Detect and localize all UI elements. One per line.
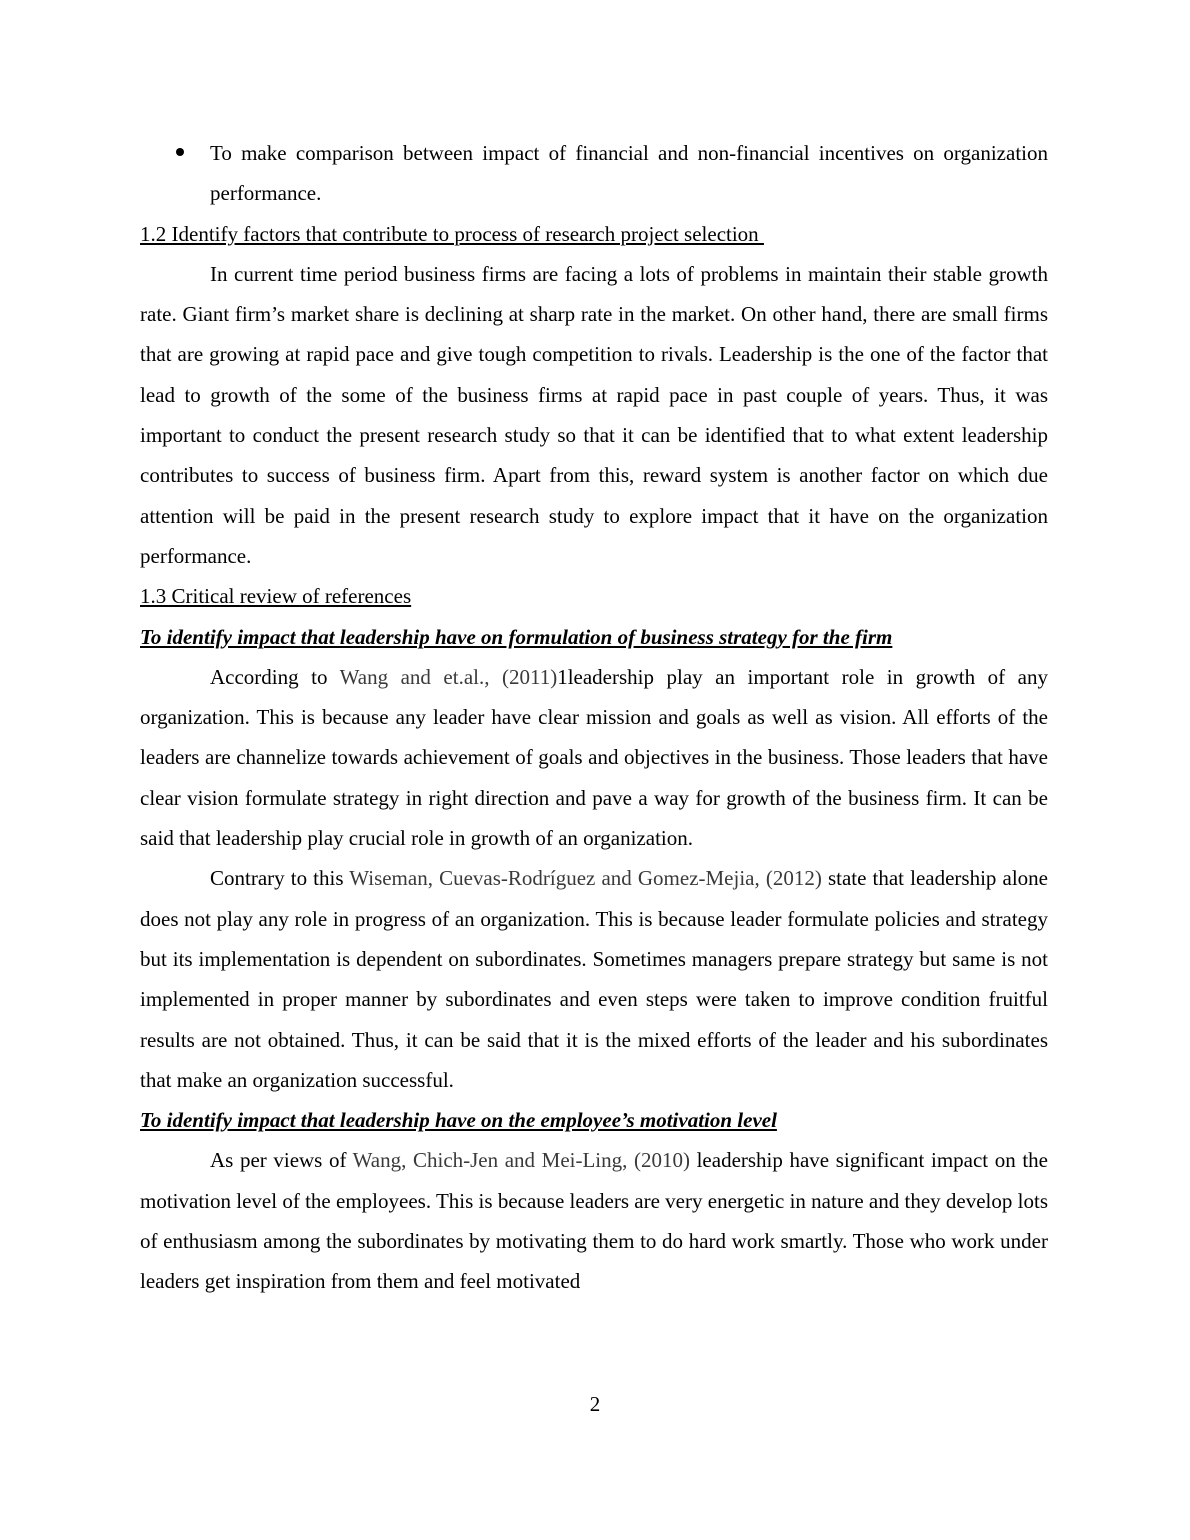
paragraph-lead: As per views of	[210, 1148, 353, 1173]
paragraph-wang-2010	[140, 1140, 1048, 1301]
bullet-dot-icon	[176, 148, 184, 156]
paragraph-wiseman-2012	[140, 858, 1048, 1100]
bullet-item	[140, 133, 1048, 214]
paragraph-lead: Contrary to this	[210, 866, 350, 891]
paragraph-body: leadership have significant impact on the motivation level of the employees. This is because leaders are very energetic in nature and they develop lots of enthusiasm among the subordinates by motivating them to do hard work smartly. Those who work under leaders get inspiration from them and feel motivated	[140, 1148, 1048, 1294]
paragraph-research-selection: In current time period business firms are facing a lots of problems in maintain their stable growth rate. Giant firm’s market share is declining at sharp rate in the market. On other hand, there are small firms that are growing at rapid pace and give tough competition to rivals. Leadership is the one of the factor that lead to growth of the some of the business firms at rapid pace in past couple of years. Thus, it was important to conduct the present research study so that it can be identified that to what extent leadership contributes to success of business firm. Apart from this, reward system is another factor on which due attention will be paid in the present research study to explore impact that it have on the organization performance.	[140, 261, 1048, 568]
section-heading-1-2: 1.2 Identify factors that contribute to process of research project selection	[140, 221, 764, 246]
paragraph-body: 1leadership play an important role in growth of any organization. This is because any leader have clear mission and goals as well as vision. All efforts of the leaders are channelize towards achievement of goals and objectives in the business. Those leaders that have clear vision formulate strategy in right direction and pave a way for growth of the business firm. It can be said that leadership play crucial role in growth of an organization.	[140, 664, 1048, 851]
paragraph-wang-2011	[140, 657, 1048, 858]
subheading-strategy: To identify impact that leadership have on formulation of business strategy for the firm	[140, 624, 893, 649]
page-number: 2	[589, 1392, 601, 1416]
section-heading-1-3: 1.3 Critical review of references	[140, 584, 412, 609]
document-page	[140, 133, 1048, 1302]
bullet-text: To make comparison between impact of financial and non-financial incentives on organization performance.	[210, 141, 1048, 206]
citation: Wang, Chich-Jen and Mei-Ling, (2010)	[352, 1148, 690, 1173]
subheading-motivation: To identify impact that leadership have on the employee’s motivation level	[140, 1108, 777, 1133]
paragraph-body: state that leadership alone does not play any role in progress of an organization. This is because leader formulate policies and strategy but its implementation is dependent on subordinates. Sometimes managers prepare strategy but same is not implemented in proper manner by subordinates and even steps were taken to improve condition fruitful results are not obtained. Thus, it can be said that it is the mixed efforts of the leader and his subordinates that make an organization successful.	[140, 866, 1048, 1092]
paragraph-lead: According to	[210, 664, 340, 689]
citation: Wang and et.al., (2011)	[339, 664, 558, 689]
citation: Wiseman, Cuevas-Rodríguez and Gomez-Mejia, (2012)	[349, 866, 822, 891]
